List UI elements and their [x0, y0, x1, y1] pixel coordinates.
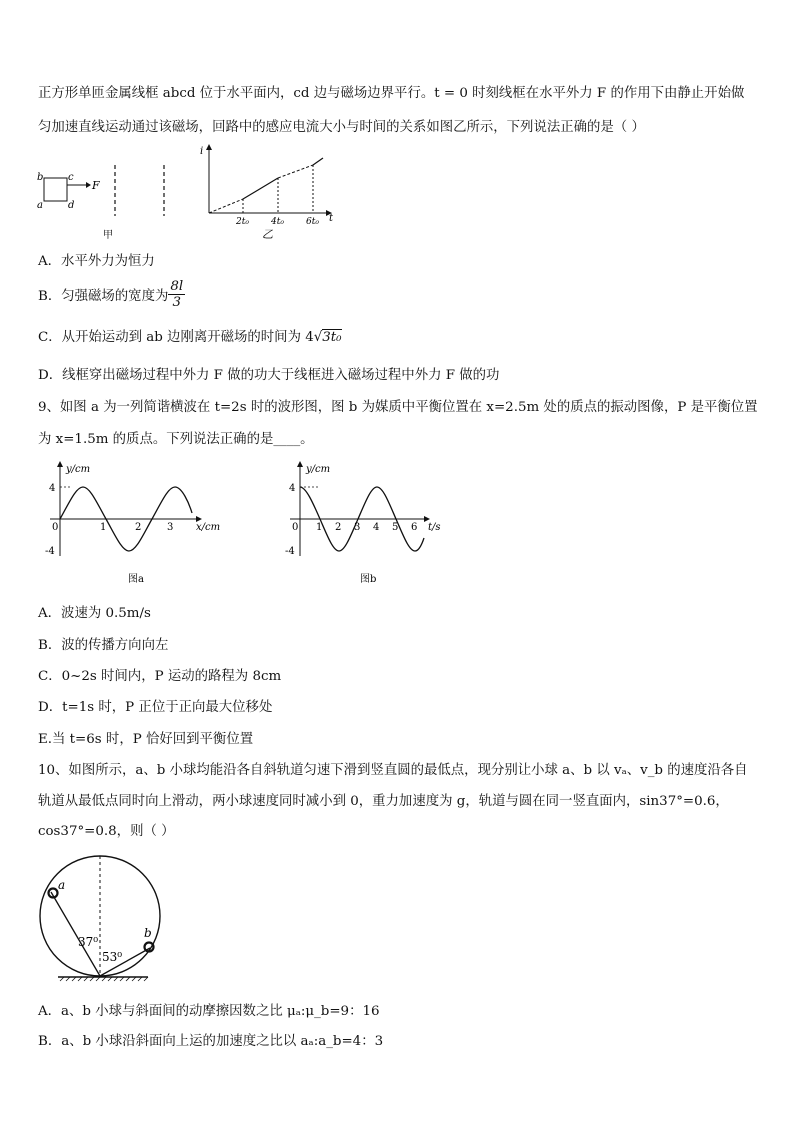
label-b: b — [37, 172, 44, 183]
tick-x-1: 1 — [100, 522, 107, 533]
tick-t-2: 2 — [335, 522, 342, 533]
fraction-8l-3 — [168, 279, 185, 310]
label-F: F — [92, 179, 100, 192]
caption-fig-a: 图a — [128, 574, 144, 585]
tick-2t0: 2t₀ — [236, 217, 249, 227]
caption-fig-b: 图b — [360, 574, 377, 585]
x-label: x/cm — [196, 522, 221, 533]
wire-frame-square — [44, 178, 67, 201]
q10-stem-line1: 10、如图所示，a、b 小球均能沿各自斜轨道匀速下滑到竖直圆的最低点，现分别让小球 a、b 以 vₐ、v_b 的速度沿各自 — [38, 763, 748, 778]
label-c: c — [68, 172, 74, 183]
q8-figure-jia — [36, 160, 176, 242]
y-label: y/cm — [66, 464, 91, 475]
current-solid-line-2 — [313, 158, 323, 165]
i-axis-arrow — [206, 144, 212, 150]
angle-53: 53⁰ — [102, 950, 123, 964]
tick-t-3: 3 — [354, 522, 361, 533]
y-axis-arrow — [57, 461, 63, 467]
tick-t-5: 5 — [392, 522, 399, 533]
force-arrowhead — [86, 182, 91, 188]
q8-stem-line1: 正方形单匝金属线框 abcd 位于水平面内，cd 边与磁场边界平行。t = 0 时刻线框在水平外力 F 的作用下由静止开始做 — [38, 86, 745, 101]
q10-stem-line3: cos37°=0.8，则（ ） — [38, 824, 175, 839]
q8-option-b-text: B．匀强磁场的宽度为 — [38, 288, 169, 304]
angle-37: 37⁰ — [78, 935, 99, 949]
label-a: a — [37, 200, 43, 211]
q9-option-b: B．波的传播方向向左 — [38, 638, 169, 653]
sqrt-symbol: √ — [313, 330, 323, 345]
tick-x-3: 3 — [167, 522, 174, 533]
q8-stem-line2: 匀加速直线运动通过该磁场，回路中的感应电流大小与时间的关系如图乙所示，下列说法正确的是（ ） — [38, 120, 645, 135]
q8-figure-yi — [196, 142, 346, 242]
track-a — [51, 892, 100, 976]
y-label: y/cm — [306, 464, 331, 475]
q10-option-a: A．a、b 小球与斜面间的动摩擦因数之比 μₐ:μ_b=9：16 — [38, 1004, 380, 1019]
label-ball-b: b — [144, 926, 152, 940]
q9-figure-b — [280, 458, 460, 586]
caption-jia: 甲 — [103, 230, 113, 241]
q8-option-c-text: C．从开始运动到 ab 边刚离开磁场的时间为 4 — [38, 330, 314, 345]
t-label: t/s — [428, 522, 441, 533]
q10-figure-circle — [36, 850, 176, 990]
q8-option-c — [38, 326, 342, 345]
tick-origin: 0 — [52, 522, 59, 533]
current-solid-line — [243, 178, 278, 199]
caption-yi: 乙 — [262, 228, 273, 241]
label-i: i — [200, 146, 204, 157]
fraction-denominator: 3 — [172, 294, 182, 310]
q9-option-d: D．t=1s 时，P 正位于正向最大位移处 — [38, 700, 273, 715]
label-ball-a: a — [58, 878, 66, 892]
q9-figure-a — [40, 458, 230, 586]
tick-y-neg4: -4 — [285, 546, 295, 557]
tick-y-4: 4 — [49, 483, 56, 494]
tick-y-neg4: -4 — [45, 546, 55, 557]
q9-stem-line2: 为 x=1.5m 的质点。下列说法正确的是____。 — [38, 432, 314, 447]
current-dashed-line — [209, 199, 243, 213]
current-dashed-line-2 — [278, 165, 313, 178]
label-t: t — [329, 213, 334, 224]
q8-option-d: D．线框穿出磁场过程中外力 F 做的功大于线框进入磁场过程中外力 F 做的功 — [38, 368, 500, 383]
q8-option-b — [38, 276, 185, 312]
tick-origin: 0 — [292, 522, 299, 533]
q9-stem-line1: 9、如图 a 为一列简谐横波在 t=2s 时的波形图，图 b 为媒质中平衡位置在 x=2.5m 处的质点的振动图像，P 是平衡位置 — [38, 400, 758, 415]
q10-stem-line2: 轨道从最低点同时向上滑动，两小球速度同时减小到 0，重力加速度为 g，轨道与圆在同一竖直面内，sin37°=0.6， — [38, 794, 729, 809]
q9-option-a: A．波速为 0.5m/s — [38, 606, 151, 621]
q8-option-a: A．水平外力为恒力 — [38, 254, 155, 269]
tick-x-2: 2 — [135, 522, 142, 533]
sqrt-radicand: 3t₀ — [322, 330, 342, 345]
y-axis-arrow — [297, 461, 303, 467]
q10-option-b: B．a、b 小球沿斜面向上运的加速度之比以 aₐ:a_b=4：3 — [38, 1034, 384, 1049]
q9-option-e: E.当 t=6s 时，P 恰好回到平衡位置 — [38, 732, 254, 747]
tick-t-6: 6 — [411, 522, 418, 533]
tick-4t0: 4t₀ — [271, 217, 284, 227]
tick-y-4: 4 — [289, 483, 296, 494]
tick-t-1: 1 — [316, 522, 323, 533]
tick-6t0: 6t₀ — [306, 217, 319, 227]
q9-option-c: C．0~2s 时间内，P 运动的路程为 8cm — [38, 669, 282, 684]
tick-t-4: 4 — [373, 522, 380, 533]
label-d: d — [68, 200, 75, 211]
fraction-numerator: 8l — [170, 278, 184, 294]
